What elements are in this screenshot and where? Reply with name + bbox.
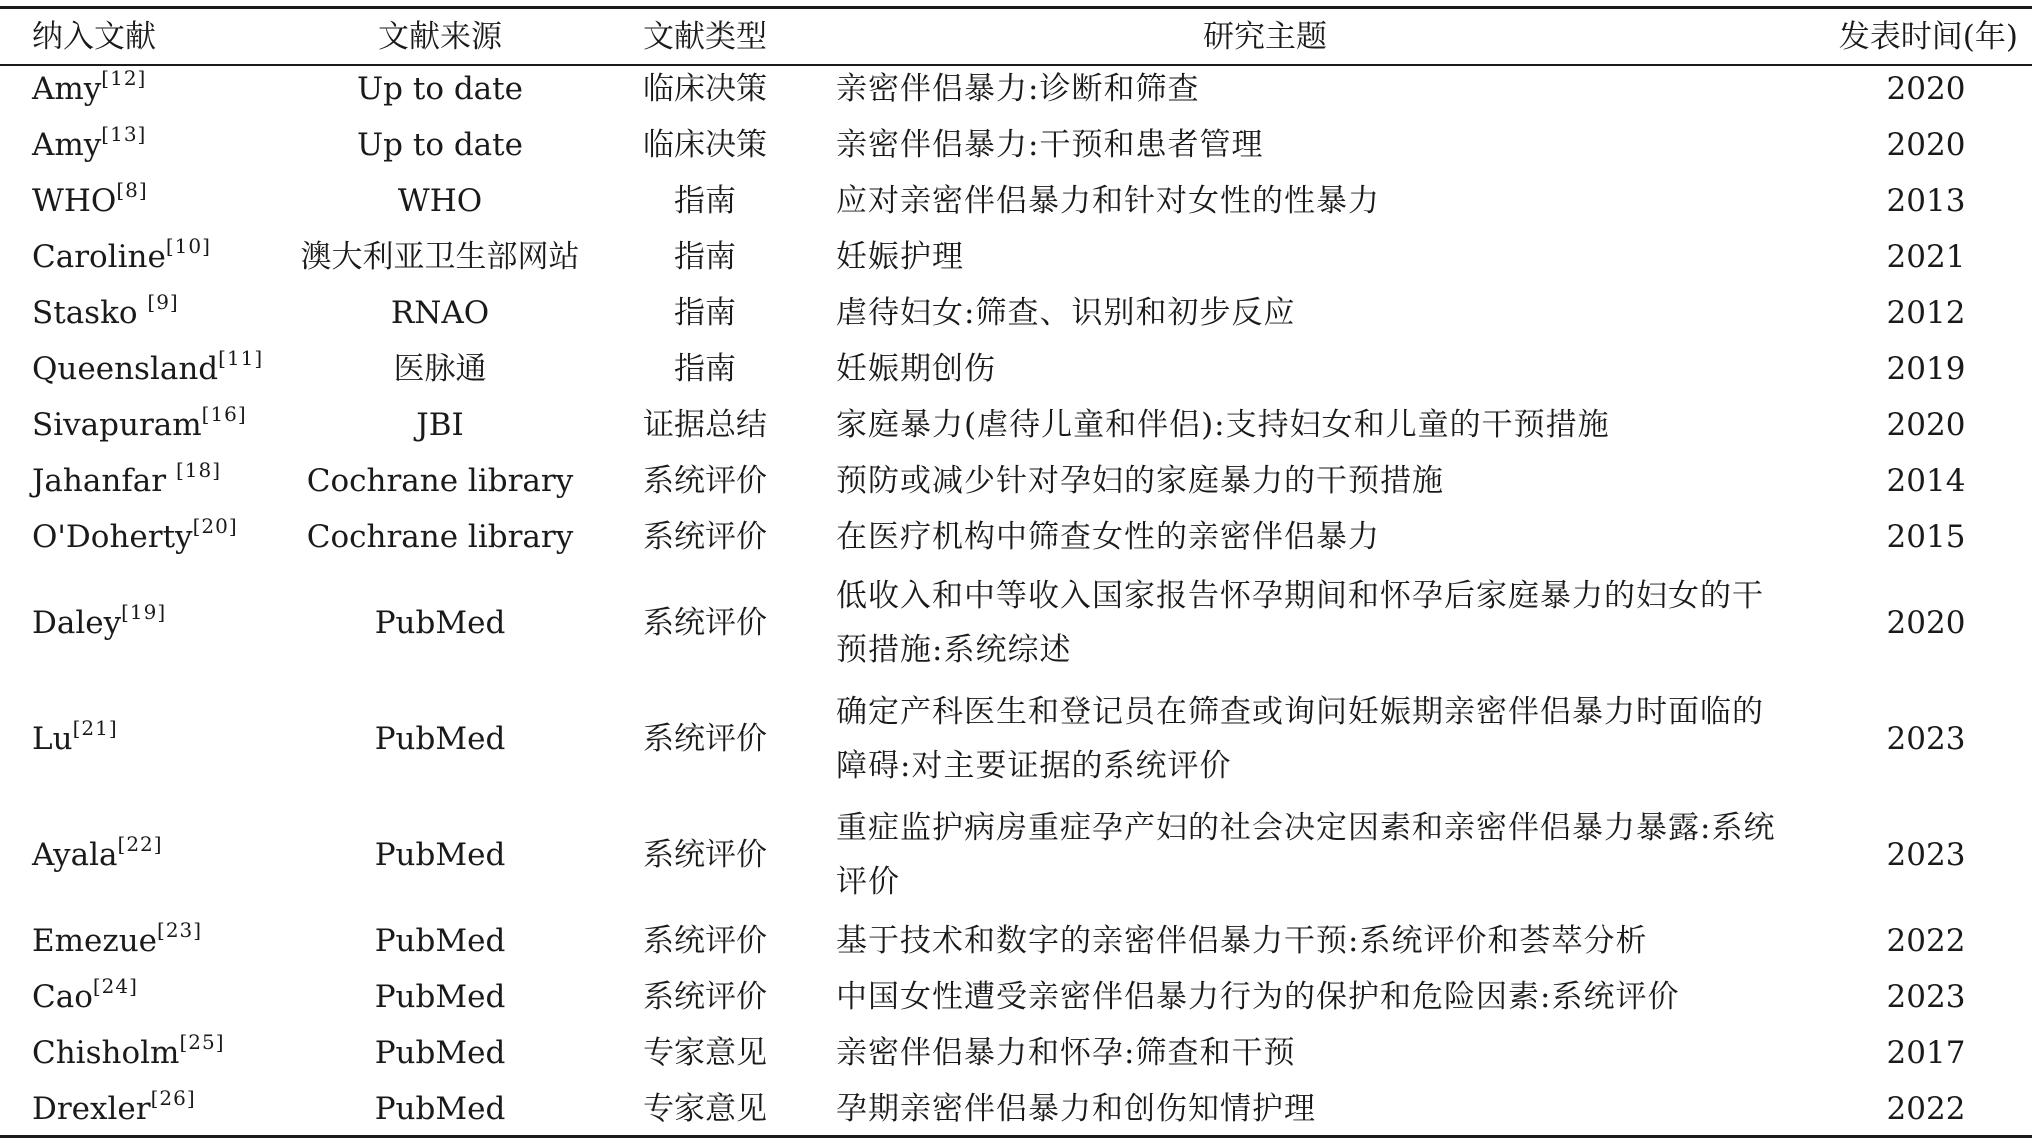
type-cell: 临床决策 [643, 71, 767, 107]
table-row [0, 681, 2032, 797]
author-cell [0, 117, 270, 173]
table-row [0, 509, 2032, 565]
type-cell: 指南 [674, 295, 736, 331]
table-row [0, 913, 2032, 969]
year-cell: 2013 [1886, 183, 1966, 219]
author-name: Drexler [32, 1091, 151, 1127]
table-row [0, 117, 2032, 173]
topic-cell: 应对亲密伴侣暴力和针对女性的性暴力 [836, 183, 1380, 219]
reference-number: [13] [101, 122, 147, 146]
topic-cell: 亲密伴侣暴力和怀孕:筛查和干预 [836, 1035, 1296, 1071]
literature-table [0, 6, 2032, 1137]
topic-cell: 重症监护病房重症孕产妇的社会决定因素和亲密伴侣暴力暴露:系统评价 [836, 810, 1776, 900]
year-cell: 2021 [1886, 239, 1966, 275]
reference-number: [10] [165, 234, 211, 258]
author-cell [0, 173, 270, 229]
author-name: Lu [32, 721, 73, 757]
source-cell: PubMed [374, 923, 506, 959]
reference-number: [25] [179, 1030, 225, 1054]
author-name: Amy [32, 127, 102, 163]
year-cell: 2020 [1886, 71, 1966, 107]
reference-number: [19] [121, 600, 167, 624]
type-cell: 系统评价 [643, 979, 767, 1015]
author-cell [0, 61, 270, 117]
year-cell: 2023 [1886, 721, 1966, 757]
header-author: 纳入文献 [32, 19, 156, 55]
author-name: WHO [32, 183, 117, 219]
table-row [0, 61, 2032, 117]
author-cell [0, 969, 270, 1025]
author-name: Chisholm [32, 1035, 180, 1071]
type-cell: 系统评价 [643, 923, 767, 959]
reference-number: [9] [147, 290, 179, 314]
author-cell [0, 453, 270, 509]
author-name: Cao [32, 979, 93, 1015]
reference-number: [18] [175, 458, 222, 482]
author-cell [0, 1025, 270, 1081]
reference-number: [20] [192, 514, 238, 538]
source-cell: PubMed [374, 1091, 506, 1127]
reference-number: [8] [116, 178, 148, 202]
topic-cell: 低收入和中等收入国家报告怀孕期间和怀孕后家庭暴力的妇女的干预措施:系统综述 [836, 578, 1764, 668]
header-topic: 研究主题 [1203, 19, 1327, 55]
type-cell: 指南 [674, 351, 736, 387]
year-cell: 2017 [1886, 1035, 1966, 1071]
topic-cell: 家庭暴力(虐待儿童和伴侣):支持妇女和儿童的干预措施 [836, 407, 1610, 443]
type-cell: 临床决策 [643, 127, 767, 163]
year-cell: 2023 [1886, 837, 1966, 873]
reference-number: [16] [201, 402, 247, 426]
reference-number: [21] [72, 716, 118, 740]
author-cell [0, 229, 270, 285]
table-row [0, 397, 2032, 453]
table-row [0, 1025, 2032, 1081]
table-row [0, 797, 2032, 913]
source-cell: PubMed [374, 605, 506, 641]
topic-cell: 虐待妇女:筛查、识别和初步反应 [836, 295, 1296, 331]
reference-number: [24] [92, 974, 138, 998]
table-row [0, 173, 2032, 229]
source-cell: PubMed [374, 979, 506, 1015]
header-source: 文献来源 [378, 19, 502, 55]
type-cell: 指南 [674, 239, 736, 275]
table-row [0, 229, 2032, 285]
source-cell: Up to date [357, 127, 523, 163]
header-type: 文献类型 [643, 19, 767, 55]
type-cell: 专家意见 [643, 1035, 767, 1071]
topic-cell: 妊娠期创伤 [836, 351, 996, 387]
source-cell: Up to date [357, 71, 523, 107]
year-cell: 2022 [1886, 1091, 1966, 1127]
year-cell: 2019 [1886, 351, 1966, 387]
author-name: Stasko [32, 295, 148, 331]
source-cell: Cochrane library [306, 519, 574, 555]
topic-cell: 孕期亲密伴侣暴力和创伤知情护理 [836, 1091, 1316, 1127]
year-cell: 2020 [1886, 127, 1966, 163]
topic-cell: 在医疗机构中筛查女性的亲密伴侣暴力 [836, 519, 1380, 555]
topic-cell: 亲密伴侣暴力:干预和患者管理 [836, 127, 1264, 163]
year-cell: 2015 [1886, 519, 1966, 555]
type-cell: 专家意见 [643, 1091, 767, 1127]
reference-number: [11] [218, 346, 264, 370]
author-cell [0, 285, 270, 341]
source-cell: RNAO [390, 295, 490, 331]
reference-number: [26] [150, 1086, 196, 1110]
topic-cell: 妊娠护理 [836, 239, 964, 275]
author-name: Amy [32, 71, 102, 107]
author-cell [0, 509, 270, 565]
author-name: Queensland [32, 351, 219, 387]
topic-cell: 亲密伴侣暴力:诊断和筛查 [836, 71, 1200, 107]
reference-number: [22] [117, 832, 163, 856]
source-cell: WHO [397, 183, 483, 219]
source-cell: 医脉通 [393, 351, 487, 387]
included-literature-table [0, 6, 2032, 1137]
author-cell [0, 797, 270, 913]
type-cell: 指南 [674, 183, 736, 219]
type-cell: 系统评价 [643, 519, 767, 555]
topic-cell: 中国女性遭受亲密伴侣暴力行为的保护和危险因素:系统评价 [836, 979, 1680, 1015]
table-row [0, 1081, 2032, 1137]
header-rule [0, 64, 2032, 66]
type-cell: 系统评价 [643, 721, 767, 757]
topic-cell: 基于技术和数字的亲密伴侣暴力干预:系统评价和荟萃分析 [836, 923, 1648, 959]
author-cell [0, 397, 270, 453]
type-cell: 系统评价 [643, 463, 767, 499]
source-cell: JBI [416, 407, 464, 443]
author-cell [0, 913, 270, 969]
table-row [0, 969, 2032, 1025]
author-name: Ayala [32, 837, 118, 873]
author-name: Emezue [32, 923, 158, 959]
year-cell: 2020 [1886, 407, 1966, 443]
source-cell: 澳大利亚卫生部网站 [300, 239, 580, 275]
topic-cell: 确定产科医生和登记员在筛查或询问妊娠期亲密伴侣暴力时面临的障碍:对主要证据的系统评价 [836, 694, 1764, 784]
source-cell: PubMed [374, 1035, 506, 1071]
table-row [0, 453, 2032, 509]
author-name: Sivapuram [32, 407, 202, 443]
author-name: O'Doherty [32, 519, 193, 555]
reference-number: [23] [157, 918, 203, 942]
author-name: Jahanfar [32, 463, 176, 499]
topic-cell: 预防或减少针对孕妇的家庭暴力的干预措施 [836, 463, 1444, 499]
author-name: Caroline [32, 239, 166, 275]
source-cell: PubMed [374, 721, 506, 757]
table-row [0, 565, 2032, 681]
type-cell: 证据总结 [643, 407, 767, 443]
top-rule [0, 6, 2032, 9]
year-cell: 2023 [1886, 979, 1966, 1015]
type-cell: 系统评价 [643, 605, 767, 641]
year-cell: 2020 [1886, 605, 1966, 641]
year-cell: 2012 [1886, 295, 1966, 331]
year-cell: 2022 [1886, 923, 1966, 959]
author-cell [0, 565, 270, 681]
reference-number: [12] [101, 66, 147, 90]
author-cell [0, 681, 270, 797]
table-row [0, 285, 2032, 341]
source-cell: PubMed [374, 837, 506, 873]
author-cell [0, 1081, 270, 1137]
year-cell: 2014 [1886, 463, 1966, 499]
author-cell [0, 341, 270, 397]
table-row [0, 341, 2032, 397]
header-year: 发表时间(年) [1838, 19, 2018, 55]
source-cell: Cochrane library [306, 463, 574, 499]
header-row [0, 6, 2032, 61]
type-cell: 系统评价 [643, 837, 767, 873]
author-name: Daley [32, 605, 122, 641]
